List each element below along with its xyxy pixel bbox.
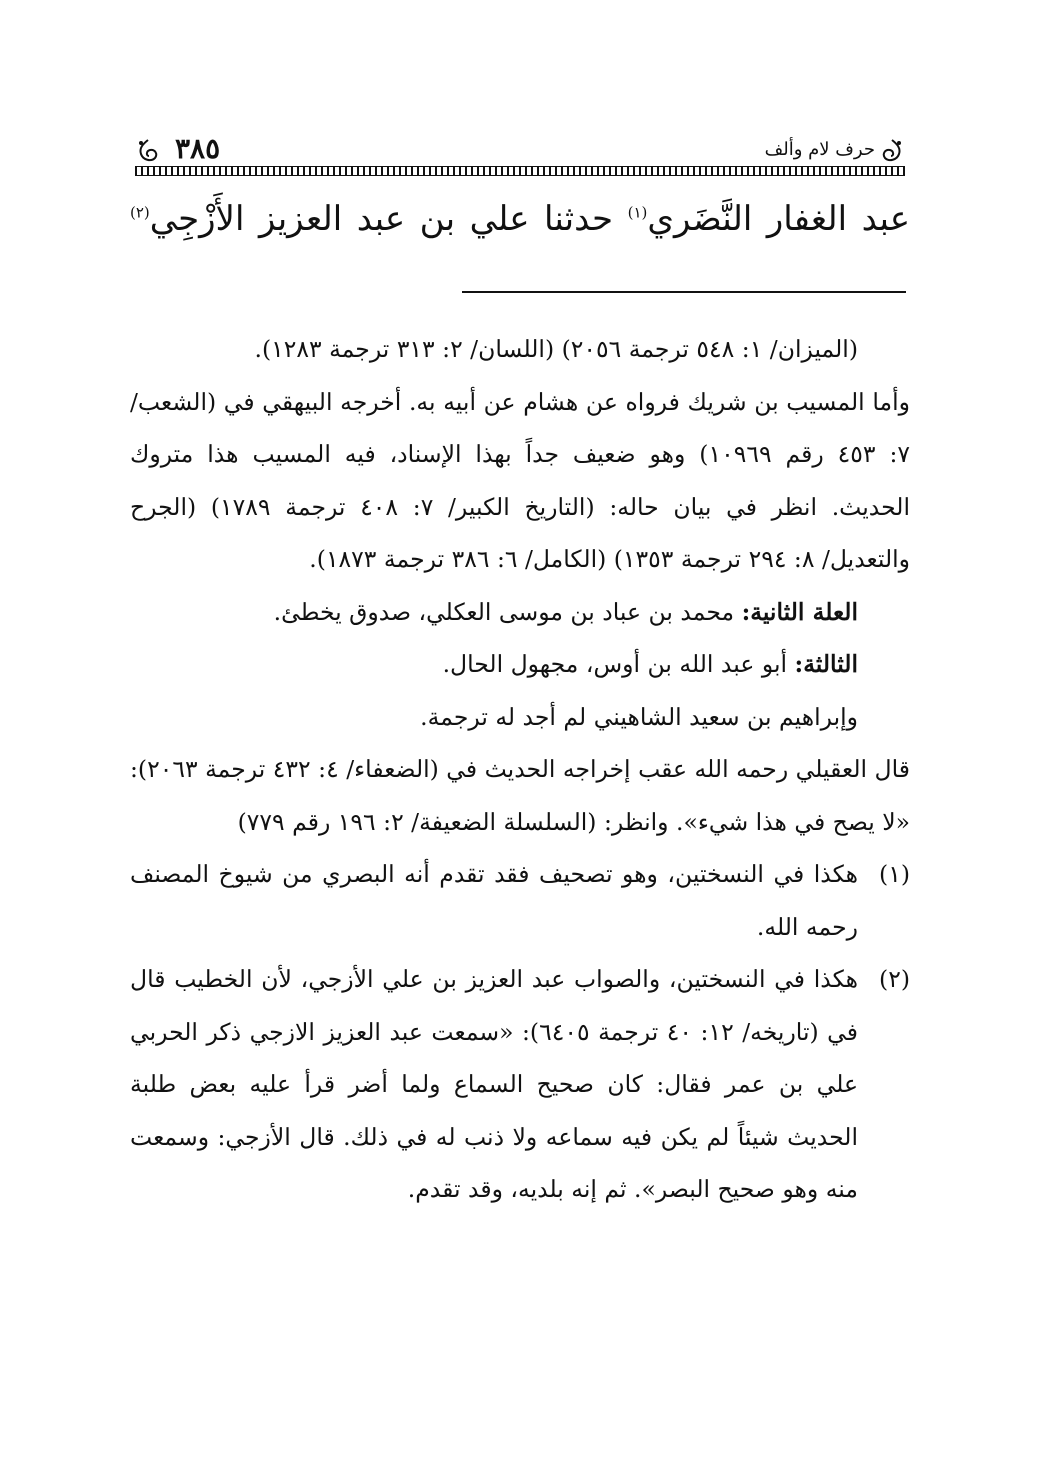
chapter-title: حرف لام وألف — [764, 139, 875, 160]
footnote-text: هكذا في النسختين، والصواب عبد العزيز بن علي الأزجي، لأن الخطيب قال في (تاريخه/ ١٢: ٤٠ ترجمة ٦٤٠٥): «سمعت عبد العزيز الازجي ذكر الحربي علي بن عمر فقال: كان صحيح السماع ولما أضر قرأ عليه بعض طلبة الحديث شيئاً لم يكن فيه سماعه ولا ذنب له في ذلك. قال الأزجي: وسمعت منه وهو صحيح البصر». ثم إنه بلديه، وقد تقدم. — [130, 965, 858, 1203]
note-paragraph: قال العقيلي رحمه الله عقب إخراجه الحديث في (الضعفاء/ ٤: ٤٣٢ ترجمة ٢٠٦٣): «لا يصح في هذا شيء». وانظر: (السلسلة الضعيفة/ ٢: ١٩٦ رقم ٧٧٩) — [130, 755, 910, 836]
running-header — [135, 132, 905, 182]
floral-ornament-icon — [135, 138, 161, 164]
note-text: محمد بن عباد بن موسى العكلي، صدوق يخطئ. — [273, 597, 742, 626]
notes-block — [130, 323, 910, 1216]
note-text: أبو عبد الله بن أوس، مجهول الحال. — [442, 650, 795, 678]
note-paragraph — [130, 638, 910, 691]
footnote-1 — [130, 848, 910, 953]
main-text-part: حدثنا علي بن عبد العزيز الأَزْجِي — [149, 199, 628, 239]
footnote-ref: (١) — [627, 203, 648, 222]
note-paragraph: وإبراهيم بن سعيد الشاهيني لم أجد له ترجمة. — [420, 702, 858, 731]
note-label: العلة الثانية: — [741, 597, 858, 626]
note-paragraph: وأما المسيب بن شريك فرواه عن هشام عن أبيه به. أخرجه البيهقي في (الشعب/ ٧: ٤٥٣ رقم ١٠٩٦٩) وهو ضعيف جداً بهذا الإسناد، فيه المسيب هذا متروك الحديث. انظر في بيان حاله: (التاريخ الكبير/ ٧: ٤٠٨ ترجمة ١٧٨٩) (الجرح والتعديل/ ٨: ٢٩٤ ترجمة ١٣٥٣) (الكامل/ ٦: ٣٨٦ ترجمة ١٨٧٣). — [130, 387, 911, 573]
footnote-separator — [462, 291, 906, 293]
main-text-part: عبد الغفار النَّضَري — [647, 199, 910, 239]
footnote-2 — [130, 953, 910, 1216]
header-rule — [135, 166, 905, 176]
main-text-line — [130, 195, 910, 243]
floral-ornament-icon — [879, 138, 905, 164]
page-number: ٣٨٥ — [175, 132, 221, 165]
footnote-ref: (٢) — [130, 203, 150, 222]
note-paragraph — [130, 586, 910, 639]
note-paragraph: (الميزان/ ١: ٥٤٨ ترجمة ٢٠٥٦) (اللسان/ ٢: ٣١٣ ترجمة ١٢٨٣). — [254, 335, 858, 363]
note-label: الثالثة: — [794, 650, 858, 678]
footnote-number: (١) — [879, 860, 910, 888]
footnote-text: هكذا في النسختين، وهو تصحيف فقد تقدم أنه البصري من شيوخ المصنف رحمه الله. — [130, 860, 858, 941]
footnote-number: (٢) — [879, 965, 910, 993]
